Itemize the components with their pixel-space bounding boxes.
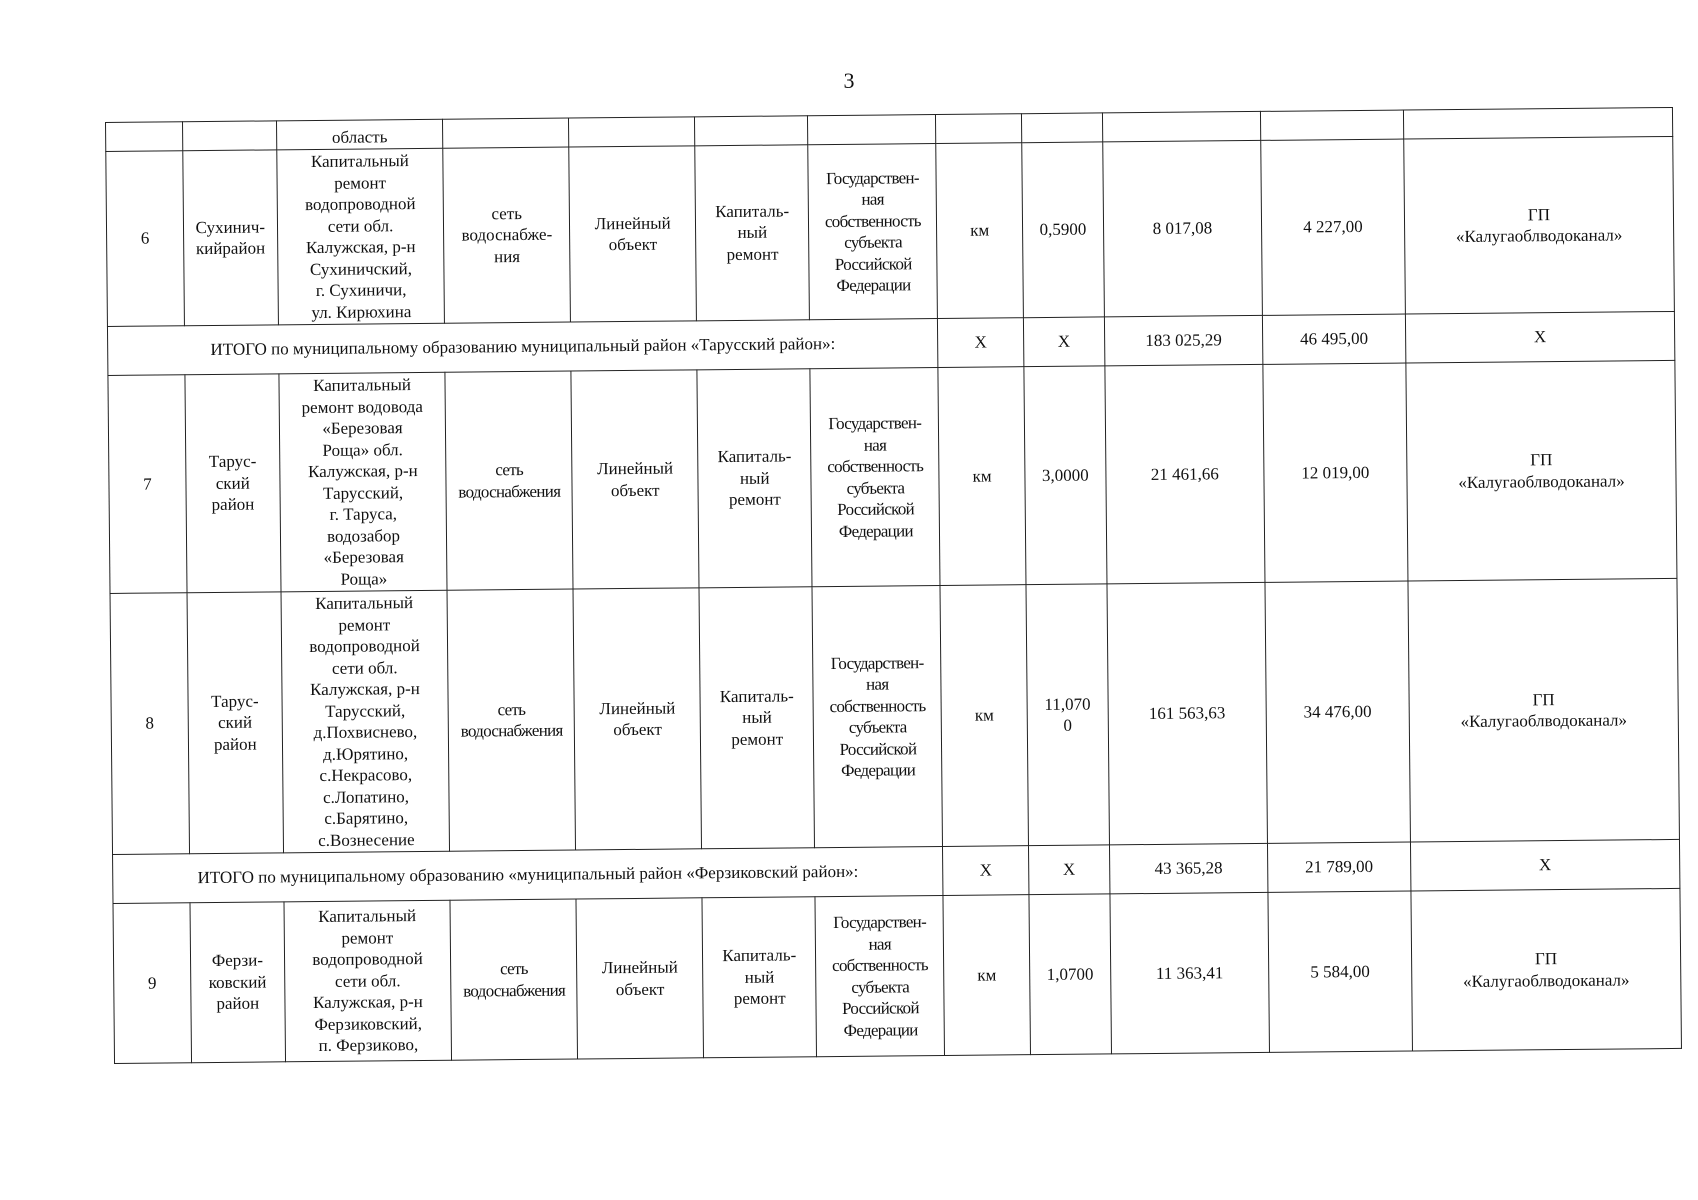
object-name: сеть водоснабжения — [447, 589, 575, 851]
customer: ГП «Калугаоблводоканал» — [1406, 360, 1677, 581]
work-type: Капиталь- ный ремонт — [702, 897, 817, 1058]
customer: ГП «Калугаоблводоканал» — [1411, 888, 1682, 1051]
object-type: Линейный объект — [569, 146, 697, 322]
work-description: Капитальный ремонт водопроводной сети обл. Калужская, р-н Тарусский, д.Похвиснево, д.Юрятино, с.Некрасово, с.Лопатино, с.Барятино, с.Вознесение — [281, 590, 450, 853]
cell-empty — [106, 122, 183, 152]
cost-subsidy: 12 019,00 — [1263, 363, 1408, 582]
total-unit: Х — [943, 846, 1029, 896]
cell-empty — [1403, 107, 1672, 139]
total-customer: Х — [1405, 311, 1675, 363]
customer: ГП «Калугаоблводоканал» — [1408, 578, 1680, 842]
total-quantity: Х — [1023, 317, 1105, 367]
row-number: 7 — [108, 375, 187, 594]
unit: км — [940, 585, 1028, 847]
district-name: Тарус- ский район — [187, 592, 283, 854]
row-number: 9 — [113, 903, 191, 1064]
work-type: Капиталь- ный ремонт — [699, 587, 815, 849]
object-type: Линейный объект — [573, 588, 701, 850]
cell-empty — [1260, 110, 1403, 140]
cost-total: 8 017,08 — [1103, 140, 1263, 317]
work-description: Капитальный ремонт водовода «Березовая Роща» обл. Калужская, р-н Тарусский, г. Таруса, водозабор «Березовая Роща» — [279, 372, 448, 592]
row-number: 6 — [106, 151, 185, 327]
table-row — [110, 578, 1679, 854]
district-name: Ферзи- ковский район — [190, 902, 285, 1063]
unit: км — [936, 143, 1023, 319]
work-description: Капитальный ремонт водопроводной сети обл. Калужская, р-н Сухиничский, г. Сухиничи, ул. Кирюхина — [277, 148, 445, 325]
cost-total: 21 461,66 — [1105, 364, 1265, 584]
cell-empty — [1102, 111, 1260, 142]
work-type: Капиталь- ный ремонт — [697, 369, 812, 588]
object-name: сеть водоснабже- ния — [443, 147, 571, 323]
object-name: сеть водоснабжения — [450, 899, 577, 1060]
quantity: 0,5900 — [1022, 142, 1105, 318]
address-continuation: область — [276, 119, 443, 150]
cell-empty — [936, 114, 1022, 144]
object-type: Линейный объект — [571, 370, 699, 589]
ownership: Государствен- ная собственность субъекта Российской Федерации — [812, 586, 943, 848]
object-name: сеть водоснабжения — [445, 371, 573, 590]
ownership: Государствен- ная собственность субъекта Российской Федерации — [808, 144, 938, 320]
row-number: 8 — [110, 593, 189, 855]
capital-repair-table — [105, 107, 1682, 1064]
total-unit: Х — [938, 318, 1024, 368]
page-number: 3 — [843, 68, 855, 93]
total-subsidy: 21 789,00 — [1267, 842, 1410, 892]
cell-empty — [1021, 113, 1102, 143]
cell-empty — [808, 115, 936, 145]
table-row — [106, 136, 1675, 326]
cell-empty — [695, 116, 808, 146]
total-cost: 183 025,29 — [1104, 315, 1262, 366]
quantity: 1,0700 — [1029, 894, 1112, 1055]
total-quantity: Х — [1028, 845, 1110, 895]
object-type: Линейный объект — [576, 898, 703, 1059]
cost-subsidy: 4 227,00 — [1261, 139, 1406, 315]
ownership: Государствен- ная собственность субъекта Российской Федерации — [810, 368, 940, 587]
cell-empty — [182, 121, 276, 151]
unit: км — [938, 367, 1025, 586]
customer: ГП «Калугаоблводоканал» — [1404, 136, 1675, 314]
cost-total: 161 563,63 — [1107, 582, 1267, 845]
work-type: Капиталь- ный ремонт — [695, 145, 810, 321]
cell-empty — [443, 118, 569, 148]
total-label: ИТОГО по муниципальному образованию «муниципальный район «Ферзиковский район»: — [113, 846, 944, 903]
table-row — [113, 888, 1681, 1063]
cost-subsidy: 34 476,00 — [1265, 581, 1411, 843]
document-table-wrapper — [105, 107, 1682, 1064]
total-cost: 43 365,28 — [1109, 843, 1267, 894]
table-row — [108, 360, 1677, 593]
total-label: ИТОГО по муниципальному образованию муниципальный район «Тарусский район»: — [107, 319, 938, 376]
district-name: Тарус- ский район — [185, 374, 281, 593]
work-description: Капитальный ремонт водопроводной сети обл. Калужская, р-н Ферзиковский, п. Ферзиково, — [284, 900, 452, 1062]
unit: км — [943, 895, 1030, 1056]
ownership: Государствен- ная собственность субъекта Российской Федерации — [815, 895, 945, 1056]
cell-empty — [569, 117, 695, 147]
total-customer: Х — [1410, 839, 1680, 891]
district-name: Сухинич- кийрайон — [183, 150, 279, 326]
total-subsidy: 46 495,00 — [1262, 314, 1405, 364]
quantity: 3,0000 — [1024, 366, 1107, 585]
cost-subsidy: 5 584,00 — [1268, 891, 1413, 1052]
quantity: 11,070 0 — [1026, 584, 1110, 846]
cost-total: 11 363,41 — [1110, 892, 1269, 1054]
